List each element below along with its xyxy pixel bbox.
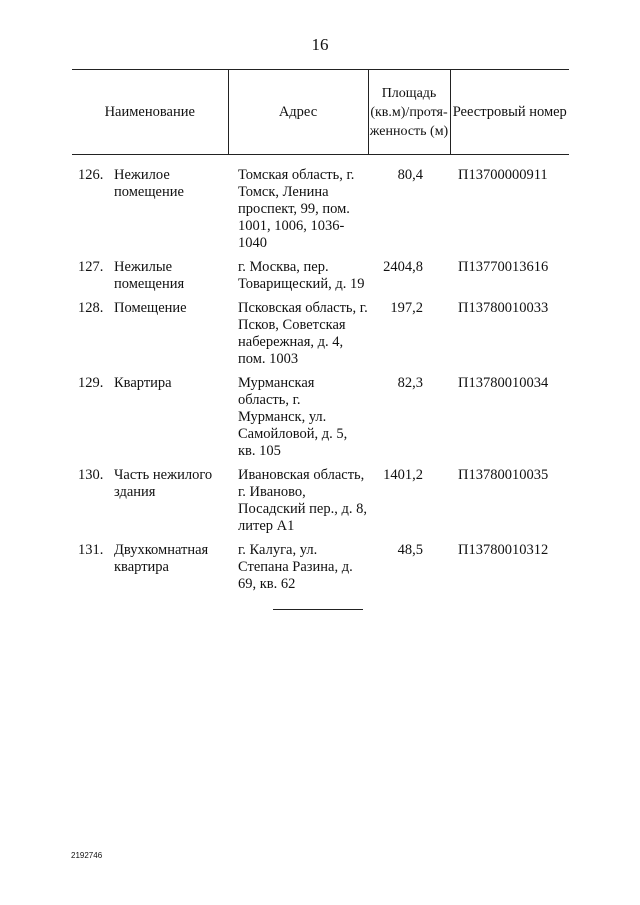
- row-registry-number: П13780010312: [458, 542, 549, 558]
- row-area: 1401,2: [383, 467, 423, 483]
- row-area: 82,3: [397, 375, 423, 391]
- table-row: [72, 467, 569, 542]
- row-number: 129.: [78, 375, 104, 391]
- row-number: 128.: [78, 300, 104, 316]
- header-address: Адрес: [228, 70, 368, 155]
- row-number: 130.: [78, 467, 104, 483]
- row-area: 80,4: [397, 167, 423, 183]
- table-row: [72, 375, 569, 467]
- row-address: Мурманская область, г. Мурманск, ул. Самойловой, д. 5, кв. 105: [238, 375, 348, 459]
- row-number: 127.: [78, 259, 104, 275]
- row-registry-number: П13780010035: [458, 467, 549, 483]
- table-row: [72, 259, 569, 300]
- row-number: 131.: [78, 542, 104, 558]
- header-area: Площадь (кв.м)/протя-женность (м): [368, 70, 450, 155]
- end-of-list-divider: [273, 609, 363, 610]
- table-row: [72, 300, 569, 375]
- row-address: Томская область, г. Томск, Ленина проспект, 99, пом. 1001, 1006, 1036-1040: [238, 167, 355, 251]
- row-area: 197,2: [390, 300, 423, 316]
- table-row: [72, 542, 569, 600]
- table-header-row: [72, 70, 569, 155]
- document-code: 2192746: [71, 851, 103, 860]
- row-registry-number: П13700000911: [458, 167, 548, 183]
- row-address: Ивановская область, г. Иваново, Посадский пер., д. 8, литер А1: [238, 467, 367, 534]
- row-address: Псковская область, г. Псков, Советская набережная, д. 4, пом. 1003: [238, 300, 368, 367]
- row-name: Нежилое помещение: [114, 167, 184, 200]
- row-number: 126.: [78, 167, 104, 183]
- row-name: Квартира: [114, 375, 172, 391]
- row-registry-number: П13780010034: [458, 375, 549, 391]
- table-row: [72, 155, 569, 260]
- row-name: Помещение: [114, 300, 187, 316]
- row-address: г. Москва, пер. Товарищеский, д. 19: [238, 259, 365, 292]
- row-registry-number: П13780010033: [458, 300, 549, 316]
- page-number: 16: [311, 35, 329, 54]
- row-address: г. Калуга, ул. Степана Разина, д. 69, кв. 62: [238, 542, 353, 592]
- row-registry-number: П13770013616: [458, 259, 549, 275]
- row-name: Нежилые помещения: [114, 259, 185, 292]
- row-name: Двухкомнатная квартира: [114, 542, 209, 575]
- row-name: Часть нежилого здания: [114, 467, 213, 500]
- header-name: Наименование: [104, 103, 195, 120]
- row-area: 2404,8: [383, 259, 423, 275]
- row-area: 48,5: [397, 542, 423, 558]
- property-registry-table: [72, 69, 569, 600]
- header-registry-number: Реестровый номер: [450, 70, 569, 155]
